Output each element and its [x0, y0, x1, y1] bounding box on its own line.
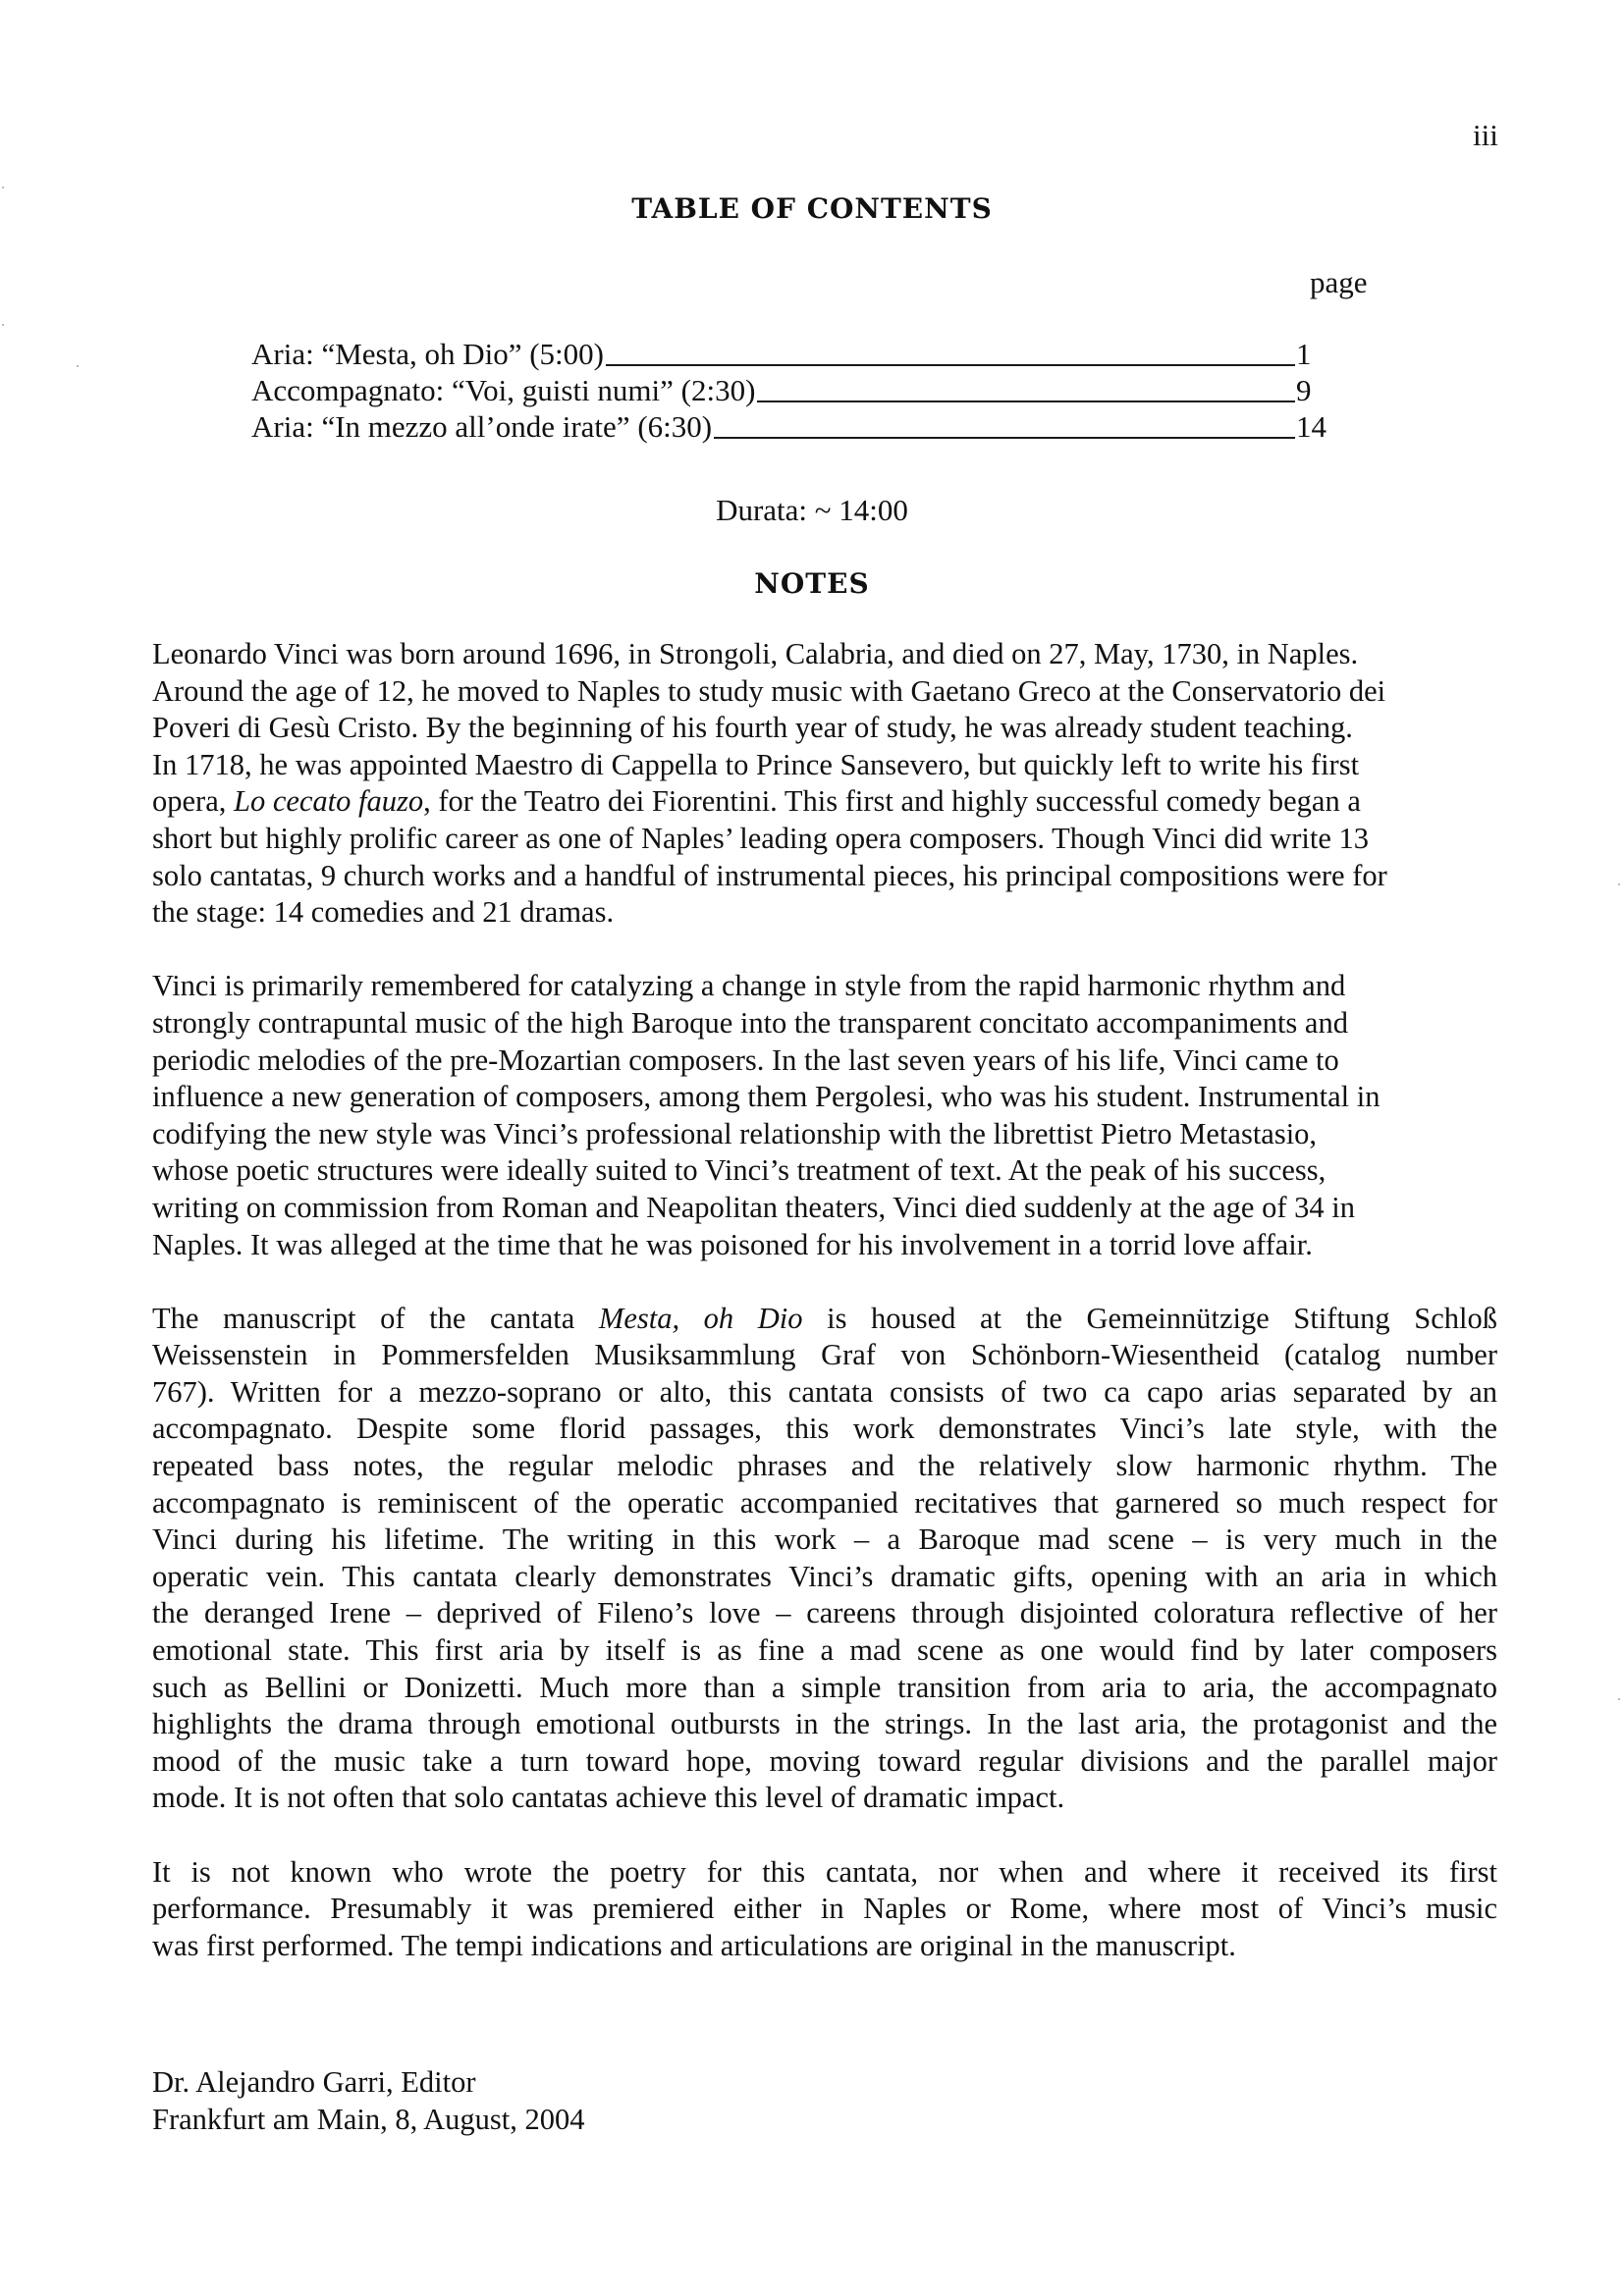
- text-line: In 1718, he was appointed Maestro di Cappella to Prince Sansevero, but quickly left to write his first: [152, 747, 1360, 781]
- toc-entry[interactable]: [251, 408, 1335, 445]
- text-line: performance. Presumably it was premiered either in Naples or Rome, where most of Vinci’s music: [152, 1892, 1497, 1926]
- scan-speck: [2, 324, 4, 326]
- toc-entry[interactable]: [251, 336, 1335, 372]
- text-line: solo cantatas, 9 church works and a handful of instrumental pieces, his principal compositions were for: [152, 858, 1387, 892]
- scan-speck: [1618, 1698, 1620, 1700]
- text-line: strongly contrapuntal music of the high Baroque into the transparent concitato accompaniments and: [152, 1005, 1348, 1040]
- notes-title: NOTES: [754, 567, 870, 600]
- toc-entry-page: 14: [1296, 409, 1326, 444]
- text-line: short but highly prolific career as one of Naples’ leading opera composers. Though Vinci did write 13: [152, 821, 1370, 855]
- text-line: accompagnato is reminiscent of the operatic accompanied recitatives that garnered so much respect for: [152, 1485, 1497, 1520]
- notes-paragraph-manuscript: [152, 1301, 1497, 1817]
- text-line: influence a new generation of composers, among them Pergolesi, who was his student. Instrumental in: [152, 1080, 1380, 1114]
- page-number: iii: [1473, 118, 1498, 152]
- text-line: Leonardo Vinci was born around 1696, in Strongoli, Calabria, and died on 27, May, 1730, in Naples.: [152, 637, 1359, 670]
- text-line: codifying the new style was Vinci’s professional relationship with the librettist Pietro Metastasio,: [152, 1116, 1318, 1150]
- text-line: the stage: 14 comedies and 21 dramas.: [152, 895, 615, 930]
- text-line: accompagnato. Despite some florid passages, this work demonstrates Vinci’s late style, with the: [152, 1412, 1497, 1446]
- text-line: emotional state. This first aria by itself is as fine a mad scene as one would find by later composers: [152, 1633, 1497, 1668]
- table-of-contents: [251, 336, 1335, 445]
- notes-paragraph-premiere: [152, 1854, 1497, 1965]
- text-line: mood of the music take a turn toward hope, moving toward regular divisions and the parallel major: [152, 1743, 1497, 1778]
- scan-speck: [2, 187, 4, 188]
- editor-name: Dr. Alejandro Garri, Editor: [152, 2065, 476, 2099]
- text-line: It is not known who wrote the poetry for this cantata, nor when and where it received its first: [152, 1854, 1497, 1889]
- italic-title: Lo cecato fauzo: [233, 784, 424, 819]
- notes-paragraph-style: [152, 968, 1497, 1263]
- text-line: repeated bass notes, the regular melodic phrases and the relatively slow harmonic rhythm. The: [152, 1449, 1497, 1483]
- toc-entry-label: Aria: “Mesta, oh Dio” (5:00): [251, 337, 604, 371]
- total-duration: Durata: ~ 14:00: [716, 493, 908, 527]
- toc-entry-label: Accompagnato: “Voi, guisti numi” (2:30): [251, 373, 756, 407]
- toc-entry-label: Aria: “In mezzo all’onde irate” (6:30): [251, 409, 713, 444]
- text-line: Around the age of 12, he moved to Naples to study music with Gaetano Greco at the Conservatorio dei: [152, 673, 1386, 708]
- text-line: opera, Lo cecato fauzo, for the Teatro dei Fiorentini. This first and highly successful comedy began a: [152, 784, 1361, 819]
- text-line: periodic melodies of the pre-Mozartian composers. In the last seven years of his life, Vinci came to: [152, 1042, 1339, 1077]
- text-line: 767). Written for a mezzo-soprano or alto, this cantata consists of two ca capo arias separated by an: [152, 1374, 1497, 1409]
- text-line: Vinci during his lifetime. The writing in this work – a Baroque mad scene – is very much in the: [152, 1522, 1497, 1557]
- toc-page-column-label: page: [1310, 265, 1368, 299]
- toc-leader-line: [714, 437, 1295, 439]
- toc-title: TABLE OF CONTENTS: [631, 192, 993, 225]
- toc-entry-page: 1: [1296, 337, 1312, 371]
- scan-speck: [1618, 883, 1620, 885]
- text-line: writing on commission from Roman and Neapolitan theaters, Vinci died suddenly at the age of 34 in: [152, 1190, 1355, 1224]
- text-line: was first performed. The tempi indications and articulations are original in the manuscript.: [152, 1928, 1236, 1962]
- text-line: Vinci is primarily remembered for catalyzing a change in style from the rapid harmonic rhythm and: [152, 969, 1346, 1003]
- text-line: such as Bellini or Donizetti. Much more than a simple transition from aria to aria, the accompagnato: [152, 1670, 1497, 1704]
- text-line: operatic vein. This cantata clearly demonstrates Vinci’s dramatic gifts, opening with an aria in which: [152, 1559, 1497, 1593]
- notes-body: [152, 636, 1497, 2002]
- text-line: highlights the drama through emotional outbursts in the strings. In the last aria, the protagonist and the: [152, 1707, 1497, 1741]
- text-line: Naples. It was alleged at the time that he was poisoned for his involvement in a torrid love affair.: [152, 1227, 1313, 1261]
- text-line: the deranged Irene – deprived of Fileno’s love – careens through disjointed coloratura reflective of her: [152, 1596, 1497, 1630]
- text-line: Weissenstein in Pommersfelden Musiksammlung Graf von Schönborn-Wiesentheid (catalog number: [152, 1338, 1497, 1372]
- text-line: Poveri di Gesù Cristo. By the beginning of his fourth year of study, he was already student teaching.: [152, 711, 1353, 745]
- toc-entry-page: 9: [1296, 373, 1312, 407]
- toc-entry[interactable]: [251, 372, 1335, 408]
- notes-paragraph-biography: [152, 636, 1497, 932]
- text-line: whose poetic structures were ideally suited to Vinci’s treatment of text. At the peak of his success,: [152, 1153, 1326, 1188]
- toc-leader-line: [757, 400, 1295, 402]
- signature-block: [152, 2064, 585, 2138]
- toc-leader-line: [606, 364, 1295, 366]
- text-line: The manuscript of the cantata Mesta, oh Dio is housed at the Gemeinnützige Stiftung Schloß: [152, 1301, 1497, 1335]
- place-and-date: Frankfurt am Main, 8, August, 2004: [152, 2102, 585, 2136]
- text-line: mode. It is not often that solo cantatas achieve this level of dramatic impact.: [152, 1781, 1065, 1815]
- scan-speck: [77, 365, 79, 367]
- italic-title: Mesta, oh Dio: [598, 1301, 803, 1335]
